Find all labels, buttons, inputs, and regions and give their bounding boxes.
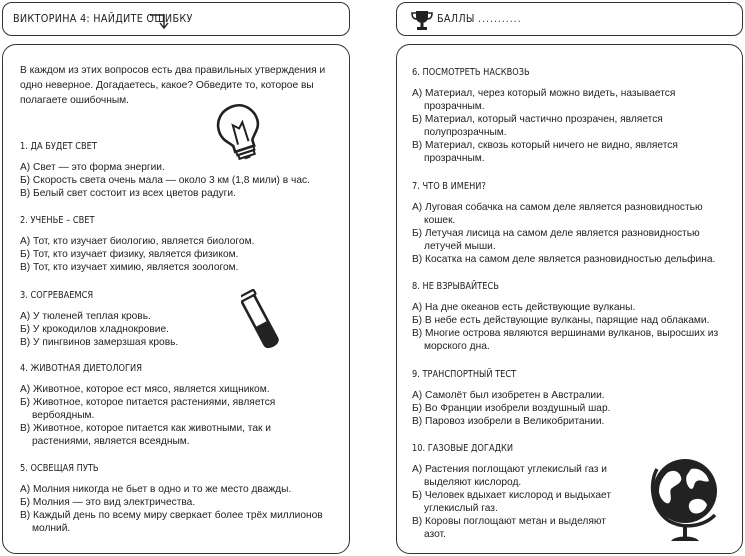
score-label	[437, 12, 522, 25]
answer-a[interactable]: А) Самолёт был изобретен в Австралии.	[412, 390, 605, 401]
arrow-icon	[149, 13, 171, 31]
question-title: 4. ЖИВОТНАЯ ДИЕТОЛОГИЯ	[20, 363, 142, 374]
test-tube-icon	[241, 288, 281, 358]
answer-c[interactable]: В) Многие острова являются вершинами вулканов, выросших из морского дна.	[412, 328, 719, 352]
answer-b[interactable]: Б) У крокодилов хладнокровие.	[20, 324, 169, 335]
answer-c[interactable]: В) Животное, которое питается как животными, так и растениями, является всеядным.	[20, 423, 271, 447]
answer-b[interactable]: Б) Тот, кто изучает физику, является физиком.	[20, 249, 239, 260]
question-1	[20, 141, 320, 200]
quiz-title: ВИКТОРИНА 4: НАЙДИТЕ ОШИБКУ	[13, 12, 193, 25]
answer-b[interactable]: Б) Животное, которое питается растениями, является вербоядным.	[20, 397, 276, 421]
light-bulb-icon	[215, 101, 267, 163]
question-5	[20, 463, 325, 535]
questions-panel-left	[2, 44, 350, 554]
question-title: 7. ЧТО В ИМЕНИ?	[412, 181, 486, 192]
answer-b[interactable]: Б) Материал, который частично прозрачен, является полупрозрачным.	[412, 114, 663, 138]
answer-a[interactable]: А) Растения поглощают углекислый газ и выделяют кислород.	[412, 464, 607, 488]
question-title: 5. ОСВЕЩАЯ ПУТЬ	[20, 463, 99, 474]
question-4	[20, 363, 305, 448]
score-title: БАЛЛЫ	[437, 12, 475, 25]
answer-b[interactable]: Б) Во Франции изобрели воздушный шар.	[412, 403, 611, 414]
answer-a[interactable]: А) На дне океанов есть действующие вулканы.	[412, 302, 636, 313]
score-header	[396, 2, 743, 36]
answer-a[interactable]: А) Тот, кто изучает биологию, является биологом.	[20, 236, 255, 247]
answer-a[interactable]: А) Свет — это форма энергии.	[20, 162, 165, 173]
answer-c[interactable]: В) Косатка на самом деле является разновидностью дельфина.	[412, 254, 716, 265]
question-6	[412, 67, 724, 165]
answer-a[interactable]: А) Молния никогда не бьет в одно и то же место дважды.	[20, 484, 292, 495]
answer-a[interactable]: А) Материал, через который можно видеть, называется прозрачным.	[412, 88, 676, 112]
answer-c[interactable]: В) Тот, кто изучает химию, является зоологом.	[20, 262, 239, 273]
question-8	[412, 281, 724, 353]
answer-a[interactable]: А) Луговая собачка на самом деле является разновидностью кошек.	[412, 202, 703, 226]
trophy-icon	[409, 9, 435, 31]
question-10	[412, 443, 627, 541]
intro-text: В каждом из этих вопросов есть два правильных утверждения и одно неверное. Догадаетесь, какое? Обведите то, которое вы полагаете ошибочным.	[20, 65, 326, 106]
answer-b[interactable]: Б) Молния — это вид электричества.	[20, 497, 196, 508]
question-title: 8. НЕ ВЗРЫВАЙТЕСЬ	[412, 281, 499, 292]
answer-b[interactable]: Б) Человек вдыхает кислород и выдыхает углекислый газ.	[412, 490, 612, 514]
answer-b[interactable]: Б) В небе есть действующие вулканы, парящие над облаками.	[412, 315, 710, 326]
quiz-title-header	[2, 2, 350, 36]
answer-c[interactable]: В) Белый свет состоит из всех цветов радуги.	[20, 188, 236, 199]
answer-c[interactable]: В) Коровы поглощают метан и выделяют азот.	[412, 516, 606, 540]
answer-c[interactable]: В) Материал, сквозь который ничего не видно, является прозрачным.	[412, 140, 678, 164]
questions-panel-right	[396, 44, 743, 554]
answer-a[interactable]: А) У тюленей теплая кровь.	[20, 311, 151, 322]
question-9	[412, 369, 724, 428]
answer-b[interactable]: Б) Скорость света очень мала — около 3 км (1,8 мили) в час.	[20, 175, 310, 186]
answer-a[interactable]: А) Животное, которое ест мясо, является хищником.	[20, 384, 270, 395]
question-title: 6. ПОСМОТРЕТЬ НАСКВОЗЬ	[412, 67, 530, 78]
answer-c[interactable]: В) Паровоз изобрели в Великобритании.	[412, 416, 605, 427]
question-7	[412, 181, 724, 266]
question-2	[20, 215, 320, 274]
score-blank: ...........	[478, 12, 522, 25]
question-title: 3. СОГРЕВАЕМСЯ	[20, 290, 94, 301]
question-title: 9. ТРАНСПОРТНЫЙ ТЕСТ	[412, 369, 517, 380]
answer-c[interactable]: В) Каждый день по всему миру сверкает более трёх миллионов молний.	[20, 510, 323, 534]
question-title: 10. ГАЗОВЫЕ ДОГАДКИ	[412, 443, 514, 454]
question-title: 1. ДА БУДЕТ СВЕТ	[20, 141, 97, 152]
globe-icon	[645, 449, 729, 549]
answer-c[interactable]: В) У пингвинов замерзшая кровь.	[20, 337, 179, 348]
answer-b[interactable]: Б) Летучая лисица на самом деле является разновидностью летучей мыши.	[412, 228, 700, 252]
question-title: 2. УЧЕНЬЕ – СВЕТ	[20, 215, 95, 226]
